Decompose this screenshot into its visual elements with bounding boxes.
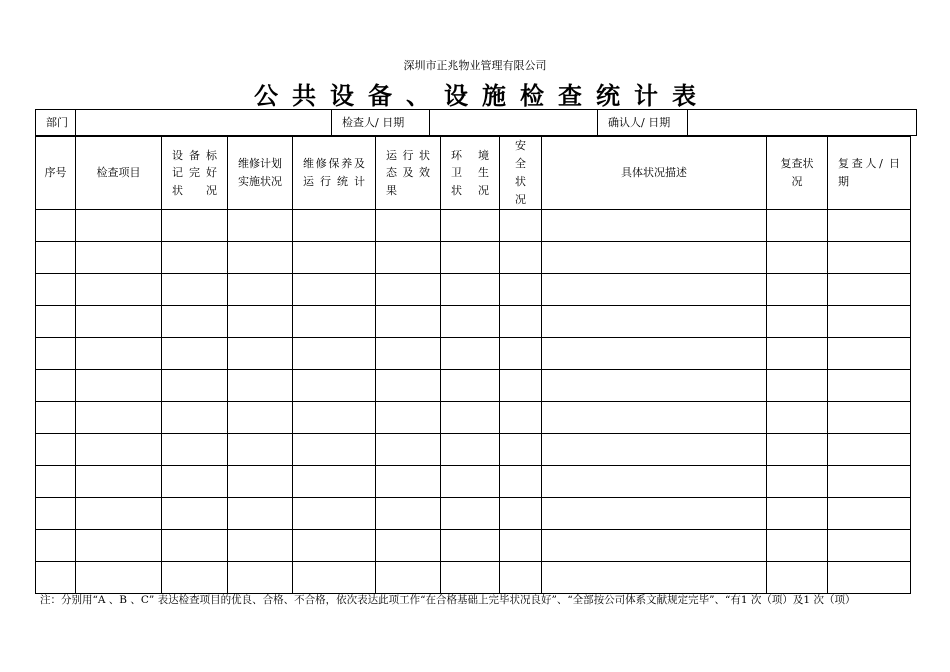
inspector-field[interactable] <box>430 110 598 136</box>
cell-rechecker[interactable] <box>828 562 911 594</box>
cell-item[interactable] <box>76 402 162 434</box>
cell-safety[interactable] <box>500 274 542 306</box>
cell-seq[interactable] <box>36 498 76 530</box>
cell-rechecker[interactable] <box>828 530 911 562</box>
cell-safety[interactable] <box>500 466 542 498</box>
cell-recheck[interactable] <box>767 370 828 402</box>
table-row <box>36 498 911 530</box>
cell-mark[interactable] <box>162 306 228 338</box>
cell-item[interactable] <box>76 466 162 498</box>
cell-env[interactable] <box>441 274 500 306</box>
cell-maintain[interactable] <box>293 338 376 370</box>
cell-safety[interactable] <box>500 498 542 530</box>
cell-maintain[interactable] <box>293 210 376 242</box>
cell-mark[interactable] <box>162 434 228 466</box>
cell-plan[interactable] <box>228 562 293 594</box>
header-detail: 具体状况描述 <box>542 137 767 210</box>
confirmer-field[interactable] <box>688 110 917 136</box>
cell-safety[interactable] <box>500 306 542 338</box>
header-seq: 序号 <box>36 137 76 210</box>
cell-safety[interactable] <box>500 338 542 370</box>
cell-run[interactable] <box>376 338 441 370</box>
department-label: 部门 <box>36 110 76 136</box>
cell-run[interactable] <box>376 370 441 402</box>
cell-rechecker[interactable] <box>828 338 911 370</box>
cell-detail[interactable] <box>542 434 767 466</box>
header-run: 运 行 状 态 及 效 果 <box>376 137 441 210</box>
cell-detail[interactable] <box>542 562 767 594</box>
cell-mark[interactable] <box>162 466 228 498</box>
confirmer-label: 确认人/ 日期 <box>598 110 688 136</box>
cell-item[interactable] <box>76 306 162 338</box>
cell-rechecker[interactable] <box>828 402 911 434</box>
cell-maintain[interactable] <box>293 274 376 306</box>
cell-maintain[interactable] <box>293 306 376 338</box>
cell-safety[interactable] <box>500 242 542 274</box>
cell-mark[interactable] <box>162 210 228 242</box>
cell-run[interactable] <box>376 466 441 498</box>
cell-maintain[interactable] <box>293 434 376 466</box>
cell-safety[interactable] <box>500 370 542 402</box>
cell-rechecker[interactable] <box>828 434 911 466</box>
cell-run[interactable] <box>376 434 441 466</box>
header-env: 环 境 卫 生 状况 <box>441 137 500 210</box>
header-item: 检查项目 <box>76 137 162 210</box>
cell-seq[interactable] <box>36 466 76 498</box>
cell-mark[interactable] <box>162 402 228 434</box>
cell-seq[interactable] <box>36 274 76 306</box>
inspection-table <box>35 136 911 594</box>
cell-plan[interactable] <box>228 306 293 338</box>
cell-detail[interactable] <box>542 306 767 338</box>
header-mark: 设 备 标 记 完 好 状况 <box>162 137 228 210</box>
cell-seq[interactable] <box>36 434 76 466</box>
cell-plan[interactable] <box>228 466 293 498</box>
header-row <box>36 137 911 210</box>
cell-rechecker[interactable] <box>828 274 911 306</box>
table-row <box>36 562 911 594</box>
cell-detail[interactable] <box>542 530 767 562</box>
cell-env[interactable] <box>441 562 500 594</box>
table-row <box>36 370 911 402</box>
cell-recheck[interactable] <box>767 242 828 274</box>
cell-safety[interactable] <box>500 210 542 242</box>
cell-recheck[interactable] <box>767 274 828 306</box>
info-row <box>35 109 917 136</box>
cell-mark[interactable] <box>162 498 228 530</box>
cell-env[interactable] <box>441 402 500 434</box>
cell-detail[interactable] <box>542 242 767 274</box>
table-row <box>36 242 911 274</box>
table-row <box>36 274 911 306</box>
cell-detail[interactable] <box>542 498 767 530</box>
cell-maintain[interactable] <box>293 530 376 562</box>
cell-run[interactable] <box>376 274 441 306</box>
cell-rechecker[interactable] <box>828 498 911 530</box>
cell-mark[interactable] <box>162 242 228 274</box>
cell-safety[interactable] <box>500 562 542 594</box>
cell-seq[interactable] <box>36 306 76 338</box>
cell-rechecker[interactable] <box>828 466 911 498</box>
cell-item[interactable] <box>76 274 162 306</box>
cell-mark[interactable] <box>162 338 228 370</box>
cell-detail[interactable] <box>542 370 767 402</box>
cell-item[interactable] <box>76 210 162 242</box>
cell-plan[interactable] <box>228 338 293 370</box>
cell-recheck[interactable] <box>767 338 828 370</box>
cell-run[interactable] <box>376 530 441 562</box>
cell-maintain[interactable] <box>293 498 376 530</box>
cell-safety[interactable] <box>500 530 542 562</box>
department-field[interactable] <box>76 110 332 136</box>
cell-run[interactable] <box>376 210 441 242</box>
cell-run[interactable] <box>376 402 441 434</box>
cell-env[interactable] <box>441 466 500 498</box>
cell-rechecker[interactable] <box>828 306 911 338</box>
cell-plan[interactable] <box>228 434 293 466</box>
table-row <box>36 402 911 434</box>
cell-plan[interactable] <box>228 274 293 306</box>
cell-recheck[interactable] <box>767 210 828 242</box>
cell-detail[interactable] <box>542 466 767 498</box>
header-rechecker: 复查人/ 日期 <box>828 137 911 210</box>
cell-detail[interactable] <box>542 338 767 370</box>
cell-recheck[interactable] <box>767 402 828 434</box>
cell-detail[interactable] <box>542 402 767 434</box>
cell-maintain[interactable] <box>293 466 376 498</box>
cell-safety[interactable] <box>500 402 542 434</box>
cell-recheck[interactable] <box>767 498 828 530</box>
cell-mark[interactable] <box>162 370 228 402</box>
cell-plan[interactable] <box>228 242 293 274</box>
cell-rechecker[interactable] <box>828 210 911 242</box>
cell-maintain[interactable] <box>293 370 376 402</box>
inspector-label: 检查人/ 日期 <box>332 110 430 136</box>
form-title: 公共设备、设施检查统计表 <box>254 82 710 110</box>
cell-env[interactable] <box>441 498 500 530</box>
cell-item[interactable] <box>76 434 162 466</box>
table-row <box>36 466 911 498</box>
cell-recheck[interactable] <box>767 562 828 594</box>
cell-recheck[interactable] <box>767 466 828 498</box>
cell-run[interactable] <box>376 498 441 530</box>
header-maintain: 维修保养及运行统计 <box>293 137 376 210</box>
cell-seq[interactable] <box>36 338 76 370</box>
cell-env[interactable] <box>441 210 500 242</box>
footnote: 注：分别用“A 、B 、C” 表达检查项目的优良、合格、不合格，依次表达此项工作“在合格基础上完毕状况良好”、“全部按公司体系文献规定完毕”、“有1 次（项）及1 次（项） <box>40 594 856 606</box>
table-row <box>36 434 911 466</box>
cell-env[interactable] <box>441 530 500 562</box>
cell-mark[interactable] <box>162 562 228 594</box>
cell-env[interactable] <box>441 370 500 402</box>
cell-env[interactable] <box>441 338 500 370</box>
cell-mark[interactable] <box>162 274 228 306</box>
cell-seq[interactable] <box>36 402 76 434</box>
cell-maintain[interactable] <box>293 402 376 434</box>
cell-env[interactable] <box>441 306 500 338</box>
cell-detail[interactable] <box>542 210 767 242</box>
cell-maintain[interactable] <box>293 562 376 594</box>
cell-maintain[interactable] <box>293 242 376 274</box>
cell-recheck[interactable] <box>767 530 828 562</box>
cell-plan[interactable] <box>228 370 293 402</box>
table-row <box>36 210 911 242</box>
header-recheck: 复查状况 <box>767 137 828 210</box>
cell-seq[interactable] <box>36 562 76 594</box>
cell-seq[interactable] <box>36 242 76 274</box>
cell-item[interactable] <box>76 562 162 594</box>
cell-recheck[interactable] <box>767 306 828 338</box>
cell-plan[interactable] <box>228 498 293 530</box>
cell-detail[interactable] <box>542 274 767 306</box>
company-name: 深圳市正兆物业管理有限公司 <box>403 59 547 72</box>
cell-item[interactable] <box>76 530 162 562</box>
cell-seq[interactable] <box>36 210 76 242</box>
cell-mark[interactable] <box>162 530 228 562</box>
header-safety: 安全状况 <box>500 137 542 210</box>
cell-env[interactable] <box>441 242 500 274</box>
cell-plan[interactable] <box>228 530 293 562</box>
cell-recheck[interactable] <box>767 434 828 466</box>
table-row <box>36 306 911 338</box>
cell-rechecker[interactable] <box>828 370 911 402</box>
cell-run[interactable] <box>376 306 441 338</box>
cell-rechecker[interactable] <box>828 242 911 274</box>
cell-item[interactable] <box>76 498 162 530</box>
table-row <box>36 530 911 562</box>
header-plan: 维修计划实施状况 <box>228 137 293 210</box>
cell-run[interactable] <box>376 242 441 274</box>
table-row <box>36 338 911 370</box>
cell-env[interactable] <box>441 434 500 466</box>
cell-plan[interactable] <box>228 210 293 242</box>
cell-item[interactable] <box>76 242 162 274</box>
cell-plan[interactable] <box>228 402 293 434</box>
cell-seq[interactable] <box>36 370 76 402</box>
cell-item[interactable] <box>76 370 162 402</box>
cell-run[interactable] <box>376 562 441 594</box>
cell-safety[interactable] <box>500 434 542 466</box>
cell-item[interactable] <box>76 338 162 370</box>
cell-seq[interactable] <box>36 530 76 562</box>
